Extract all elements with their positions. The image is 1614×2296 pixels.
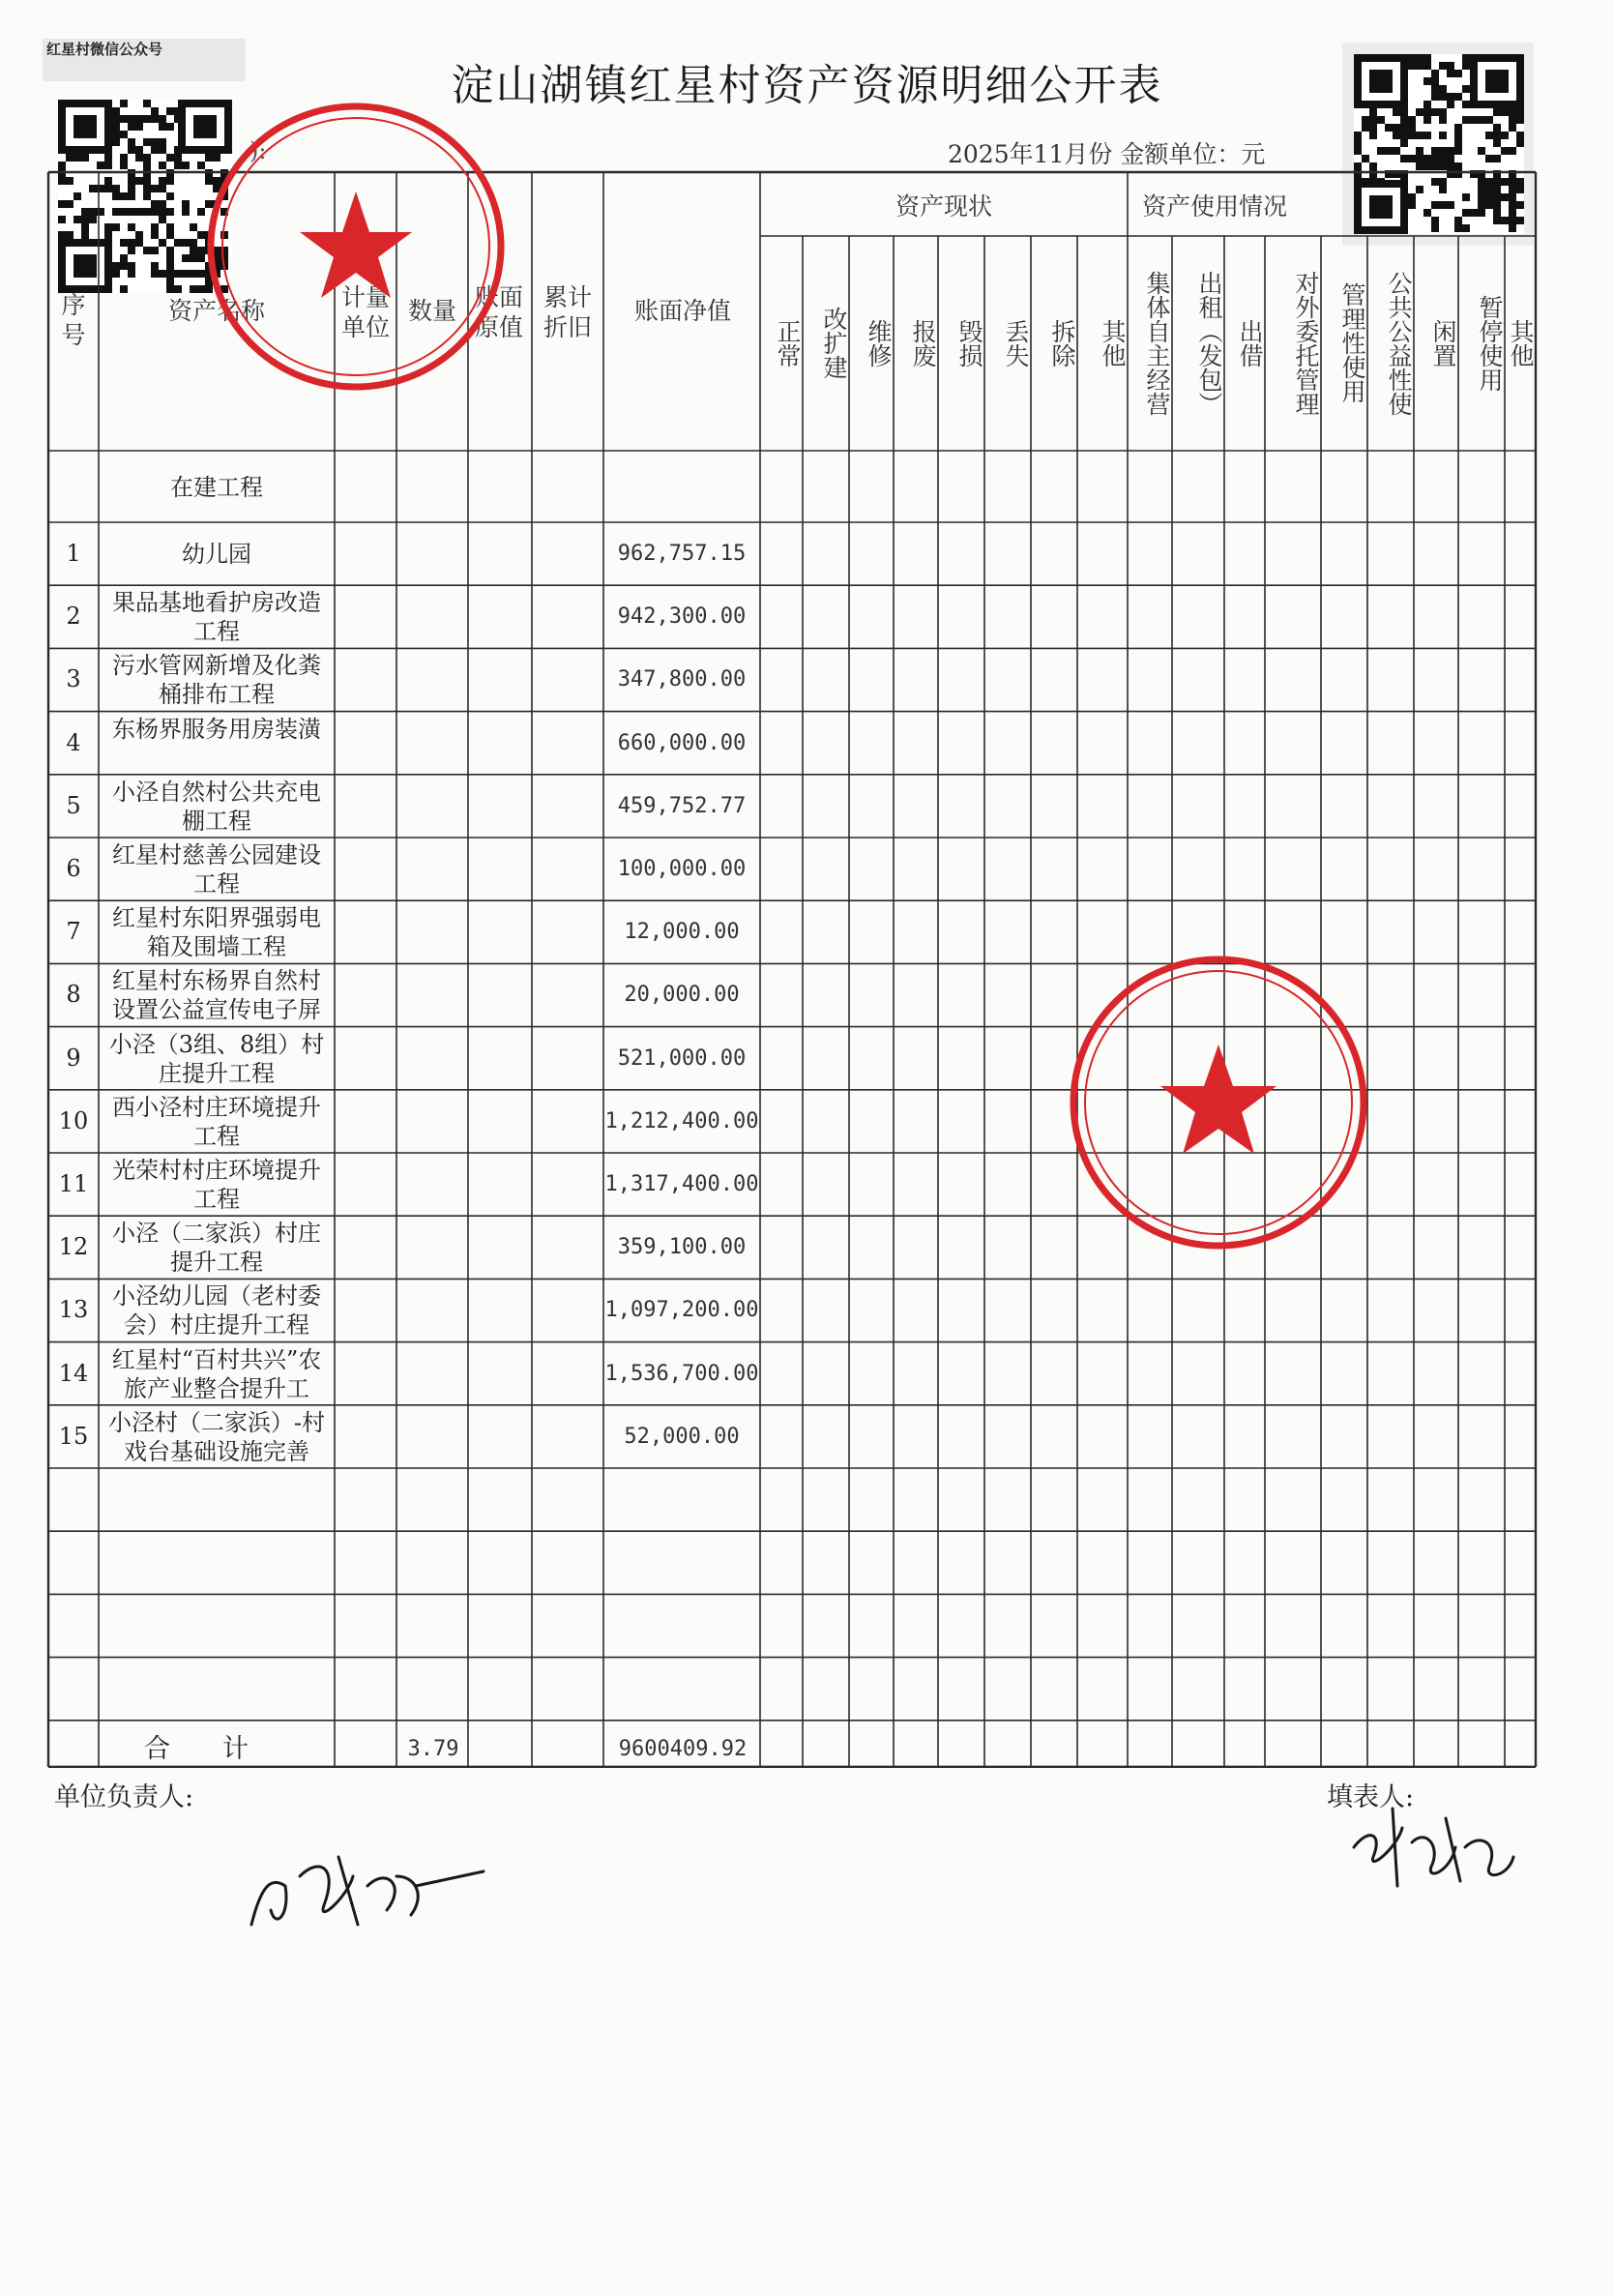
usage-col-header-0: 集体自主经营 bbox=[1143, 270, 1171, 416]
row-net-value: 942,300.00 bbox=[617, 604, 747, 630]
usage-col-header-8: 其他 bbox=[1507, 318, 1535, 368]
totals-label: 合 计 bbox=[144, 1734, 249, 1764]
row-asset-name: 幼儿园 bbox=[182, 541, 251, 568]
group-header-status: 资产现状 bbox=[895, 192, 992, 221]
row-net-value: 359,100.00 bbox=[617, 1235, 747, 1260]
usage-col-header-4: 管理性使用 bbox=[1338, 282, 1366, 403]
signature-responsible bbox=[232, 1818, 493, 1944]
row-net-value: 100,000.00 bbox=[617, 857, 747, 881]
row-asset-name: 红星村东阳界强弱电箱及围墙工程 bbox=[112, 904, 321, 961]
form-filler-label: 填表人: bbox=[1327, 1782, 1415, 1812]
row-net-value: 1,536,700.00 bbox=[604, 1361, 759, 1386]
page-title: 淀山湖镇红星村资产资源明细公开表 bbox=[451, 61, 1163, 110]
row-net-value: 1,317,400.00 bbox=[604, 1172, 759, 1196]
row-index: 5 bbox=[66, 791, 81, 819]
row-index: 10 bbox=[58, 1106, 89, 1134]
row-net-value: 1,212,400.00 bbox=[604, 1108, 759, 1133]
row-index: 4 bbox=[66, 728, 81, 756]
row-asset-name: 小泾（3组、8组）村庄提升工程 bbox=[108, 1030, 325, 1087]
row-net-value: 347,800.00 bbox=[617, 667, 747, 692]
row-index: 7 bbox=[66, 918, 81, 946]
row-asset-name: 红星村东杨界自然村设置公益宣传电子屏 bbox=[112, 967, 321, 1024]
row-net-value: 1,097,200.00 bbox=[604, 1298, 759, 1323]
row-index: 11 bbox=[58, 1170, 89, 1197]
row-net-value: 12,000.00 bbox=[624, 920, 740, 945]
row-index: 1 bbox=[66, 540, 81, 567]
status-col-header-3: 报废 bbox=[909, 318, 937, 368]
status-col-header-5: 丢失 bbox=[1002, 318, 1030, 368]
section-label: 在建工程 bbox=[170, 474, 263, 501]
period: 2025年11月份 bbox=[948, 140, 1113, 168]
col-header-name: 资产名称 bbox=[167, 297, 265, 325]
col-header-net-value: 账面净值 bbox=[633, 297, 731, 325]
responsible-person-label: 单位负责人: bbox=[54, 1782, 194, 1812]
row-index: 6 bbox=[66, 855, 81, 882]
col-header-quantity: 数量 bbox=[407, 297, 456, 325]
col-header-index: 序号 bbox=[61, 291, 86, 350]
red-seal-top-left bbox=[201, 97, 511, 397]
row-index: 12 bbox=[58, 1233, 89, 1261]
row-net-value: 52,000.00 bbox=[624, 1424, 740, 1449]
row-asset-name: 小泾村（二家浜）-村戏台基础设施完善 bbox=[107, 1408, 326, 1465]
row-asset-name: 小泾（二家浜）村庄提升工程 bbox=[112, 1220, 321, 1277]
group-header-usage: 资产使用情况 bbox=[1141, 192, 1287, 221]
red-seal-committee bbox=[1064, 948, 1373, 1257]
row-index: 9 bbox=[66, 1044, 81, 1072]
col-header-unit: 计量单位 bbox=[340, 283, 390, 342]
row-index: 14 bbox=[58, 1359, 89, 1387]
row-net-value: 459,752.77 bbox=[617, 793, 747, 818]
row-asset-name: 西小泾村庄环境提升工程 bbox=[112, 1093, 321, 1150]
row-net-value: 20,000.00 bbox=[624, 983, 740, 1008]
status-col-header-7: 其他 bbox=[1099, 318, 1127, 368]
row-asset-name: 小泾自然村公共充电棚工程 bbox=[112, 778, 321, 835]
row-net-value: 521,000.00 bbox=[617, 1045, 747, 1071]
signature-filler bbox=[1344, 1789, 1518, 1896]
status-col-header-0: 正常 bbox=[774, 318, 802, 368]
unit-prefix-fragment: ): bbox=[249, 137, 267, 164]
col-header-depreciation: 累计折旧 bbox=[543, 283, 592, 342]
status-col-header-4: 毁损 bbox=[955, 318, 983, 368]
row-index: 2 bbox=[66, 603, 81, 631]
usage-col-header-3: 对外委托管理 bbox=[1292, 270, 1320, 416]
row-index: 3 bbox=[66, 665, 81, 693]
amount-unit: 金额单位：元 bbox=[1120, 140, 1266, 168]
totals-net-value: 9600409.92 bbox=[618, 1737, 748, 1761]
usage-col-header-1: 出租（发包） bbox=[1195, 270, 1223, 416]
row-net-value: 660,000.00 bbox=[617, 730, 747, 755]
usage-col-header-7: 暂停使用 bbox=[1476, 294, 1504, 392]
row-index: 13 bbox=[58, 1296, 89, 1324]
usage-col-header-5: 公共公益性使 bbox=[1385, 270, 1413, 416]
row-index: 8 bbox=[66, 981, 81, 1009]
totals-quantity: 3.79 bbox=[407, 1737, 459, 1761]
row-asset-name: 东杨界服务用房装潢 bbox=[112, 715, 321, 743]
row-asset-name: 光荣村村庄环境提升工程 bbox=[112, 1157, 321, 1213]
row-net-value: 962,757.15 bbox=[617, 542, 747, 566]
row-index: 15 bbox=[58, 1422, 89, 1450]
row-asset-name: 红星村“百村共兴”农旅产业整合提升工 bbox=[111, 1345, 322, 1402]
row-asset-name: 红星村慈善公园建设工程 bbox=[112, 841, 321, 898]
row-asset-name: 小泾幼儿园（老村委会）村庄提升工程 bbox=[112, 1282, 321, 1339]
wechat-account-label: 红星村微信公众号 bbox=[43, 39, 246, 81]
usage-col-header-6: 闲置 bbox=[1429, 318, 1457, 368]
usage-col-header-2: 出借 bbox=[1236, 318, 1264, 368]
status-col-header-2: 维修 bbox=[865, 318, 893, 368]
row-asset-name: 果品基地看护房改造工程 bbox=[112, 589, 321, 646]
col-header-original-value: 账面原值 bbox=[474, 283, 523, 342]
row-asset-name: 污水管网新增及化粪桶排布工程 bbox=[112, 652, 321, 709]
status-col-header-6: 拆除 bbox=[1048, 318, 1076, 368]
status-col-header-1: 改扩建 bbox=[820, 307, 848, 379]
